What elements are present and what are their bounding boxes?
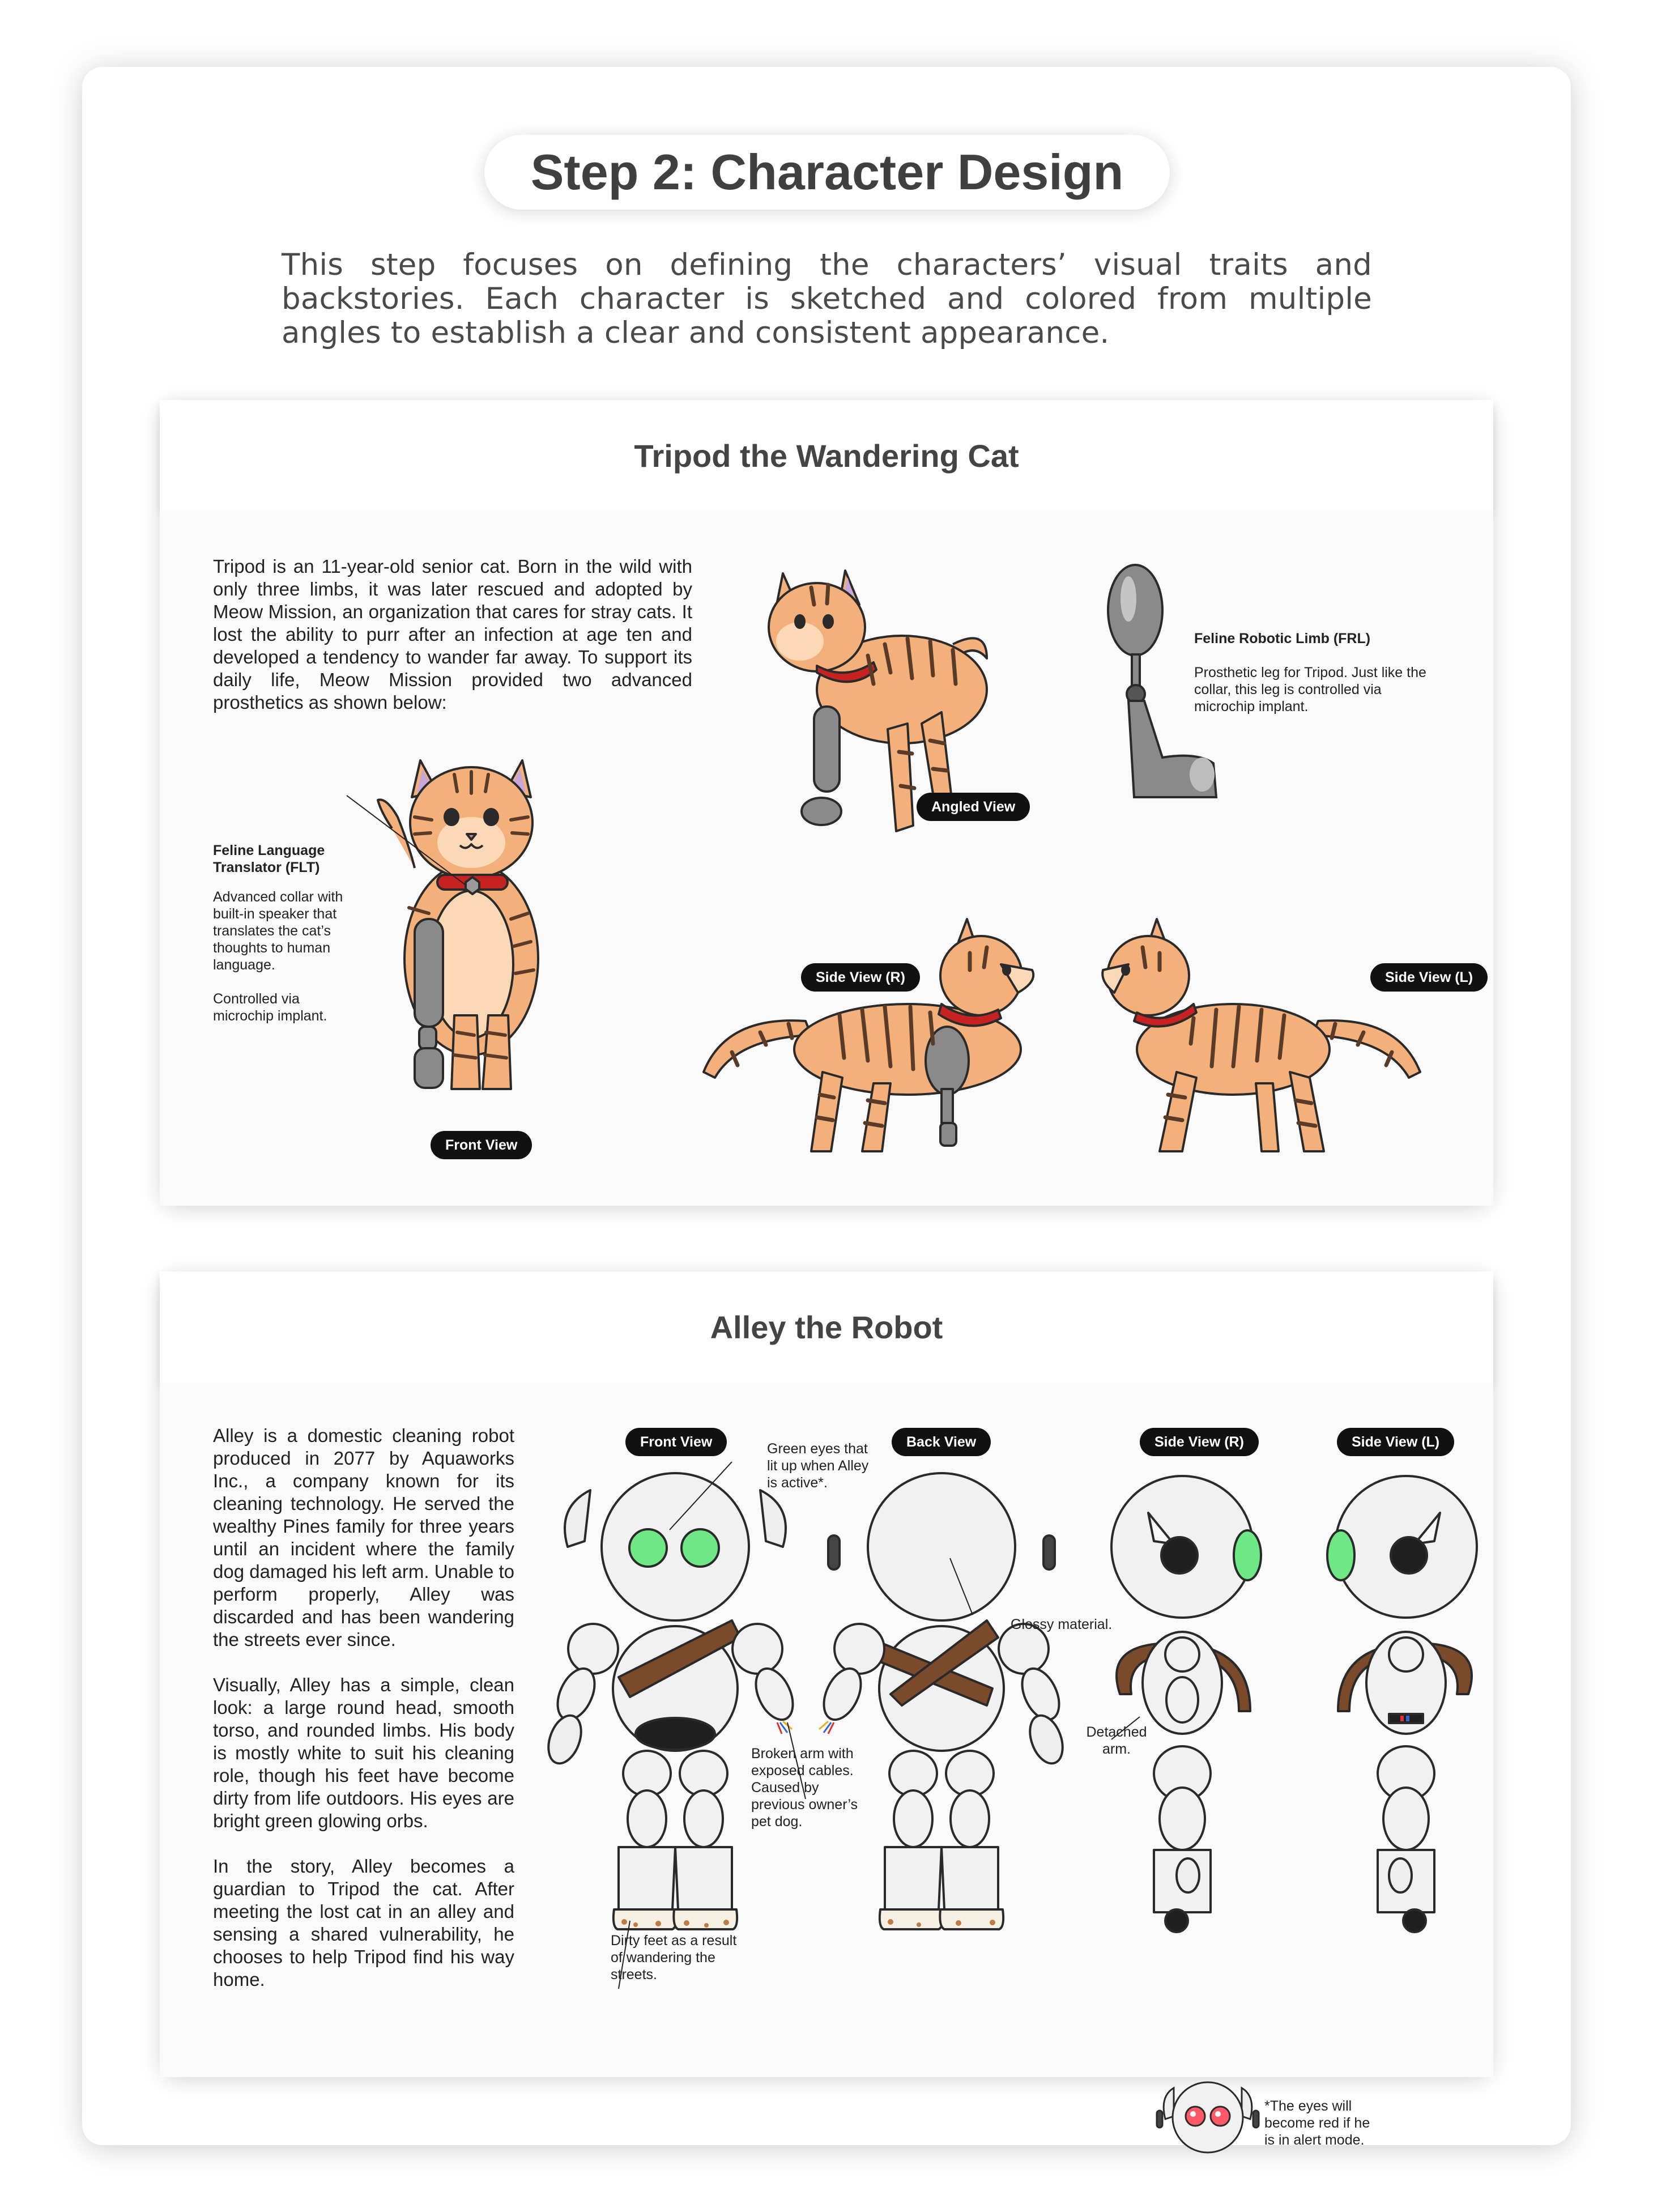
tripod-side-view-l-label: Side View (L) <box>1370 963 1488 992</box>
cat-front-view <box>375 749 556 1100</box>
frl-prosthetic-limb <box>1100 565 1236 814</box>
alley-front-view-label: Front View <box>625 1428 727 1456</box>
robot-side-view-left <box>1310 1473 1480 1938</box>
note-broken-arm: Broken arm with exposed cables. Caused by previous owner’s pet dog. <box>751 1746 858 1830</box>
alley-card-heading: Alley the Robot <box>160 1271 1493 1383</box>
page-title: Step 2: Character Design <box>484 135 1170 210</box>
flt-desc-2: Controlled via microchip implant. <box>213 991 327 1024</box>
note-alert-mode: *The eyes will become red if he is in alert mode. <box>1264 2098 1370 2148</box>
alley-description-2: Visually, Alley has a simple, clean look: a large round head, smooth torso, and rounded limbs. His body is mostly white to suit his cleaning role, though his feet have become dirty from life outdoors. His eyes are bright green glowing orbs. <box>213 1674 514 1831</box>
alley-description-1: Alley is a domestic cleaning robot produced in 2077 by Aquaworks Inc., a company known for its cleaning technology. He served the wealthy Pines family for three years until an incident where the family dog damaged his left arm. Unable to perform properly, Alley was discarded and has been wandering the streets ever since. <box>213 1425 514 1650</box>
robot-alert-head <box>1157 2077 1259 2156</box>
cat-side-view-right <box>692 913 1043 1157</box>
alley-back-view-label: Back View <box>892 1428 991 1456</box>
tripod-card <box>160 400 1493 1206</box>
tripod-side-view-r-label: Side View (R) <box>801 963 920 992</box>
tripod-card-heading: Tripod the Wandering Cat <box>160 400 1493 512</box>
flt-title: Feline Language Translator (FLT) <box>213 843 325 875</box>
note-dirty-feet: Dirty feet as a result of wandering the streets. <box>611 1933 737 1983</box>
note-detached-arm: Detached arm. <box>1086 1724 1147 1757</box>
alley-side-view-r-label: Side View (R) <box>1140 1428 1259 1456</box>
flt-desc: Advanced collar with built-in speaker that translates the cat’s thoughts to human language. <box>213 889 343 973</box>
flt-annotation <box>213 842 355 1024</box>
robot-front-view <box>551 1473 800 1938</box>
note-glossy-material: Glossy material. <box>1011 1617 1113 1632</box>
robot-side-view-right <box>1109 1473 1279 1938</box>
frl-desc: Prosthetic leg for Tripod. Just like the collar, this leg is controlled via microchip implant. <box>1194 665 1426 714</box>
tripod-angled-view-label: Angled View <box>917 793 1030 821</box>
alley-description-3: In the story, Alley becomes a guardian to Tripod the cat. After meeting the lost cat in an alley and sensing a shared vulnerability, he chooses to help Tripod find his way home. <box>213 1856 514 1990</box>
tripod-front-view-label: Front View <box>431 1131 532 1159</box>
alley-card <box>160 1271 1493 2148</box>
tripod-card-body <box>160 511 1493 1206</box>
frl-title: Feline Robotic Limb (FRL) <box>1194 631 1371 646</box>
alley-card-body <box>160 1382 1493 2148</box>
tripod-description: Tripod is an 11-year-old senior cat. Born in the wild with only three limbs, it was later rescued and adopted by Meow Mission, an organization that cares for stray cats. It lost the ability to purr after an infection at age ten and developed a tendency to wander far away. To support its daily life, Meow Mission provided two advanced prosthetics as shown below: <box>213 556 692 713</box>
alley-side-view-l-label: Side View (L) <box>1337 1428 1454 1456</box>
note-green-eyes: Green eyes that lit up when Alley is active*. <box>767 1441 869 1491</box>
intro-paragraph: This step focuses on defining the characters’ visual traits and backstories. Each character is sketched and colored from multiple angles to establish a clear and consistent appearance. <box>282 248 1372 350</box>
cat-side-view-left <box>1103 913 1432 1157</box>
robot-back-view <box>823 1473 1060 1938</box>
